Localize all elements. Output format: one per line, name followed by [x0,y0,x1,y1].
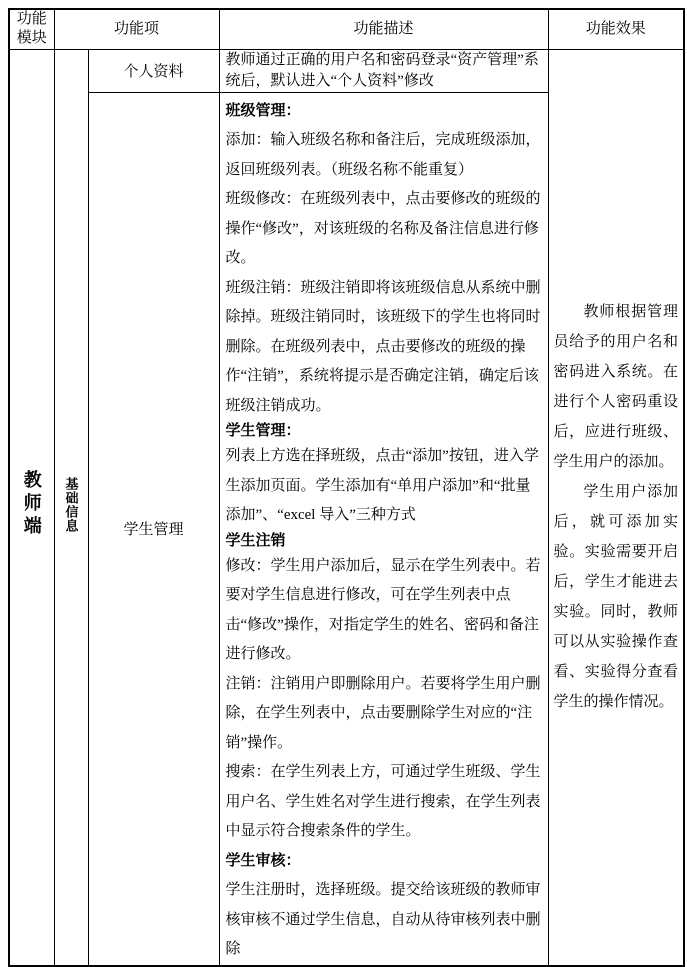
module-label: 教师端 [21,470,42,539]
desc-paragraph: 列表上方选在择班级，点击“添加”按钮，进入学生添加页面。学生添加有“单用户添加”和“批量添加”、“excel 导入”三种方式 [225,448,539,523]
header-function-effect: 功能效果 [548,9,684,49]
desc-paragraph: 搜索：在学生列表上方，可通过学生班级、学生用户名、学生姓名对学生进行搜索，在学生列表中显示符合搜索条件的学生。 [225,764,541,839]
desc-cell-personal-profile: 教师通过正确的用户名和密码登录“资产管理”系统后，默认进入“个人资料”修改 [219,49,548,92]
desc-paragraph: 修改：学生用户添加后，显示在学生列表中。若要对学生信息进行修改，可在学生列表中点击“修改”操作，对指定学生的姓名、密码和备注进行修改。 [225,557,541,662]
desc-paragraph: 注销：注销用户即删除用户。若要将学生用户删除，在学生列表中，点击要删除学生对应的“注销”操作。 [225,675,541,751]
item-cell-student-management: 学生管理 [88,92,219,966]
header-function-desc: 功能描述 [219,9,548,49]
desc-paragraph: 学生注册时，选择班级。提交给该班级的教师审核审核不通过学生信息，自动从待审核列表中删除 [225,882,541,957]
category-cell-basic-info [54,49,88,966]
header-function-module: 功能模块 [9,9,54,49]
effect-cell [548,49,684,966]
desc-heading-class-management: 班级管理： [225,102,301,119]
header-function-item: 功能项 [54,9,219,49]
desc-cell-student-management [219,92,548,966]
function-table [8,8,685,967]
effect-paragraph: 教师根据管理员给予的用户名和密码进入系统。在进行个人密码重设后，应进行班级、学生用户的添加。 [553,304,679,470]
table-header-row [9,9,684,49]
desc-heading-student-logout: 学生注销 [225,532,286,549]
category-label: 基础信息 [63,476,79,533]
desc-paragraph: 添加：输入班级名称和备注后，完成班级添加，返回班级列表。（班级名称不能重复） [225,132,541,178]
desc-paragraph: 班级注销：班级注销即将该班级信息从系统中删除掉。班级注销同时，该班级下的学生也将同时删除。在班级列表中，点击要修改的班级的操作“注销”，系统将提示是否确定注销，确定后该班级注销成功。 [225,279,541,414]
effect-paragraph: 学生用户添加后，就可添加实验。实验需要开启后，学生才能进去实验。同时，教师可以从实验操作查看、实验得分查看学生的操作情况。 [553,484,679,710]
desc-paragraph: 班级修改：在班级列表中，点击要修改的班级的操作“修改”，对该班级的名称及备注信息进行修改。 [225,191,541,266]
table-row [9,49,684,92]
desc-heading-student-management: 学生管理： [225,423,301,439]
module-cell-teacher-side [9,49,54,966]
item-cell-personal-profile: 个人资料 [88,49,219,92]
desc-heading-student-audit: 学生审核： [225,852,301,869]
